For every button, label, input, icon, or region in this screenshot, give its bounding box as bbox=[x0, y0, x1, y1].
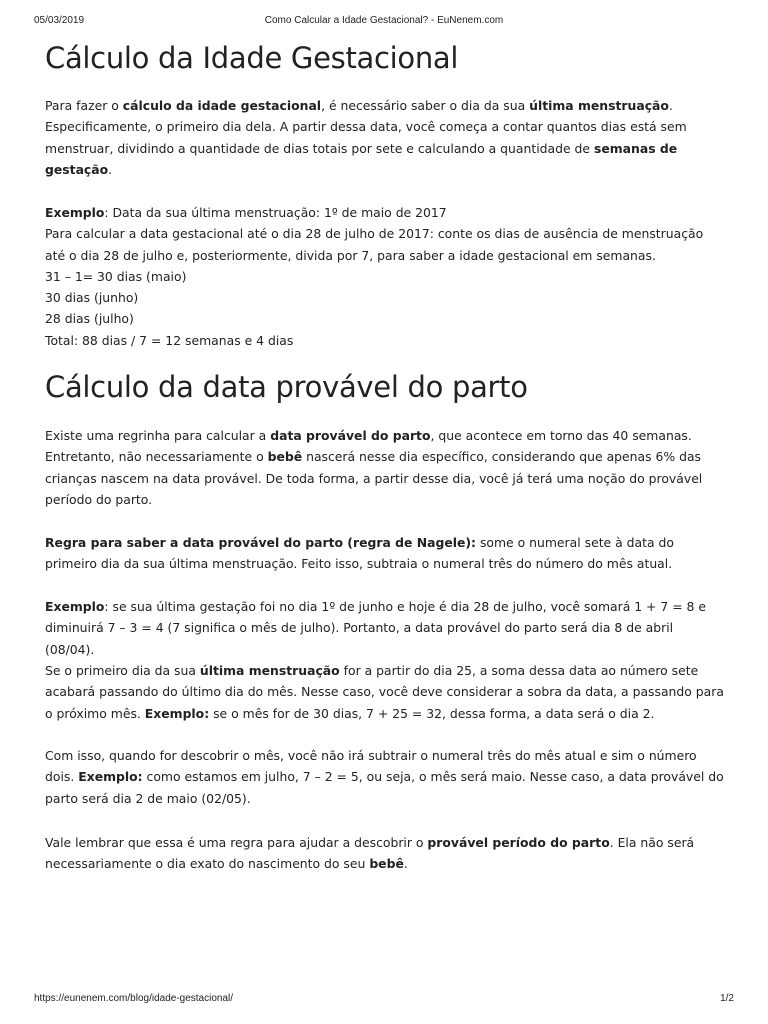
bold-run: cálculo da idade gestacional bbox=[122, 98, 322, 113]
calc-line: 28 dias (julho) bbox=[45, 311, 134, 327]
text-run: . bbox=[108, 161, 113, 177]
closing-paragraph bbox=[45, 832, 725, 875]
print-date: 05/03/2019 bbox=[34, 15, 85, 26]
text-run: for a partir do dia 25, a soma dessa data ao número sete acabará passando do último dia do mês. Nesse caso, você deve considerar a sobra da data, a passando para o próximo mês. bbox=[45, 663, 724, 721]
text-run: , é necessário saber o dia da sua bbox=[321, 98, 530, 113]
print-header bbox=[34, 15, 734, 29]
bold-run: semanas de gestação bbox=[45, 140, 678, 177]
intro-paragraph bbox=[45, 95, 725, 180]
bold-run: Regra para saber a data provável do parto (regra de Nagele): bbox=[45, 535, 477, 550]
example-nagele-paragraph bbox=[45, 596, 725, 660]
text-run: . Especificamente, o primeiro dia dela. A partir dessa data, você começa a contar quantos dias está sem menstruar, dividindo a quantidade de dias totais por sete e calculando a quantidade de bbox=[45, 98, 687, 156]
bold-run: provável período do parto bbox=[427, 835, 610, 850]
text-run: . Ela não será necessariamente o dia exato do nascimento do seu bbox=[45, 835, 695, 872]
text-run: Para fazer o bbox=[45, 98, 123, 113]
text-run: . bbox=[403, 856, 408, 872]
page-number: 1/2 bbox=[720, 993, 734, 1004]
bold-run: Exemplo: bbox=[144, 705, 210, 721]
bold-run: bebê bbox=[267, 449, 303, 465]
nagele-rule-paragraph bbox=[45, 532, 725, 575]
parto-intro-paragraph bbox=[45, 425, 725, 510]
calc-total-line: Total: 88 dias / 7 = 12 semanas e 4 dias bbox=[45, 332, 294, 348]
calc-line: 31 – 1= 30 dias (maio) bbox=[45, 268, 187, 284]
bold-run: última menstruação bbox=[529, 98, 669, 113]
bold-run: última menstruação bbox=[199, 663, 340, 678]
text-run: , que acontece em torno das 40 semanas. Entretanto, não necessariamente o bbox=[45, 428, 692, 465]
print-url: https://eunenem.com/blog/idade-gestacional/ bbox=[34, 993, 234, 1004]
text-run: Existe uma regrinha para calcular a bbox=[45, 428, 271, 443]
month-rule-paragraph bbox=[45, 745, 725, 809]
text-run: some o numeral sete à data do primeiro dia da sua última menstruação. Feito isso, subtraia o numeral três do número do mês atual. bbox=[45, 535, 674, 572]
print-page-title: Como Calcular a Idade Gestacional? - EuNenem.com bbox=[264, 15, 504, 26]
overflow-rule-paragraph bbox=[45, 660, 725, 724]
text-run: Para calcular a data gestacional até o dia 28 de julho de 2017: conte os dias de ausência de menstruação até o dia 28 de julho e, posteriormente, divida por 7, para saber a idade gestacional em semanas. bbox=[45, 226, 704, 263]
example-label: Exemplo bbox=[45, 205, 105, 220]
bold-run: Exemplo: bbox=[78, 769, 143, 785]
calc-line: 30 dias (junho) bbox=[45, 290, 139, 306]
print-footer bbox=[34, 993, 734, 1007]
text-run: : Data da sua última menstruação: 1º de maio de 2017 bbox=[104, 205, 447, 220]
text-run: : se sua última gestação foi no dia 1º de junho e hoje é dia 28 de julho, você somará 1 + 7 = 8 e diminuirá 7 – 3 = 4 (7 significa o mês de julho). Portanto, a data provável do parto será dia 8 de abril (08/04). bbox=[45, 599, 706, 657]
bold-run: Exemplo bbox=[45, 599, 105, 614]
text-run: Se o primeiro dia da sua bbox=[45, 663, 200, 678]
example-paragraph bbox=[45, 202, 725, 351]
text-run: se o mês for de 30 dias, 7 + 25 = 32, dessa forma, a data será o dia 2. bbox=[209, 705, 655, 721]
bold-run: bebê bbox=[369, 856, 404, 872]
text-run: nascerá nesse dia específico, considerando que apenas 6% das crianças nascem na data provável. De toda forma, a partir desse dia, você já terá uma noção do provável período do parto. bbox=[45, 449, 703, 507]
text-run: como estamos em julho, 7 – 2 = 5, ou seja, o mês será maio. Nesse caso, a data provável do parto será dia 2 de maio (02/05). bbox=[45, 769, 724, 806]
bold-run: data provável do parto bbox=[270, 428, 431, 443]
heading-data-provavel-parto: Cálculo da data provável do parto bbox=[45, 370, 528, 404]
text-run: Com isso, quando for descobrir o mês, você não irá subtrair o numeral três do mês atual e sim o número dois. bbox=[45, 748, 697, 785]
text-run: Vale lembrar que essa é uma regra para ajudar a descobrir o bbox=[45, 835, 428, 850]
heading-idade-gestacional: Cálculo da Idade Gestacional bbox=[45, 41, 459, 75]
